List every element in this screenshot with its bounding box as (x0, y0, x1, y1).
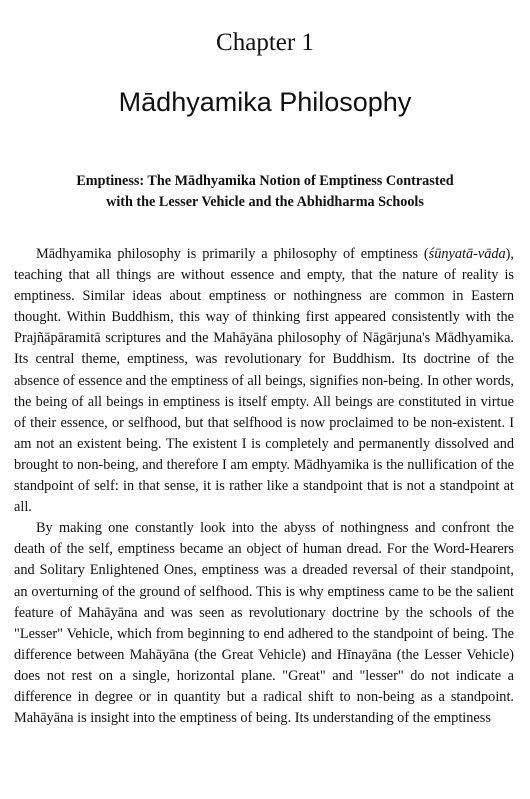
paragraph-1 (14, 244, 514, 518)
body-text (14, 244, 514, 729)
section-heading (40, 171, 490, 213)
paragraph-1-part-1: Mādhyamika philosophy is primarily a philosophy of emptiness ( (36, 246, 429, 262)
chapter-title: Mādhyamika Philosophy (118, 87, 412, 117)
sanskrit-term: śūnyatā-vāda (428, 246, 506, 262)
section-heading-line-1: Emptiness: The Mādhyamika Notion of Emptiness Contrasted (76, 173, 454, 189)
chapter-number: Chapter 1 (216, 29, 314, 56)
paragraph-1-part-2: ), teaching that all things are without essence and empty, that the nature of reality is emptiness. Similar ideas about emptiness or nothingness are common in Eastern thought. Within Buddhism, this way of thinking first appeared consistently with the Prajñāpāramitā scriptures and the Mahāyāna philosophy of Nāgārjuna's Mādhyamika. Its central theme, emptiness, was revolutionary for Buddhism. Its doctrine of the absence of essence and the emptiness of all beings, signifies non-being. In other words, the being of all beings in emptiness is itself empty. All beings are constituted in virtue of their essence, or selfhood, but that selfhood is now proclaimed to be non-existent. I am not an existent being. The existent I is completely and permanently dissolved and brought to non-being, and therefore I am empty. Mādhyamika is the nullification of the standpoint of self: in that sense, it is rather like a standpoint that is not a standpoint at all. (14, 246, 514, 516)
paragraph-2: By making one constantly look into the abyss of nothingness and confront the death of the self, emptiness became an object of human dread. For the Word-Hearers and Solitary Enlightened Ones, emptiness was a dreaded reversal of their standpoint, an overturning of the ground of selfhood. This is why emptiness came to be the salient feature of Mahāyāna and was seen as revolutionary doctrine by the schools of the "Lesser" Vehicle, which from beginning to end adhered to the standpoint of being. The difference between Mahāyāna (the Great Vehicle) and Hīnayāna (the Lesser Vehicle) does not rest on a single, horizontal plane. "Great" and "lesser" do not indicate a difference in degree or in quantity but a radical shift to non-being as a standpoint. Mahāyāna is insight into the emptiness of being. Its understanding of the emptiness (14, 520, 514, 727)
section-heading-line-2: with the Lesser Vehicle and the Abhidharma Schools (106, 194, 424, 210)
